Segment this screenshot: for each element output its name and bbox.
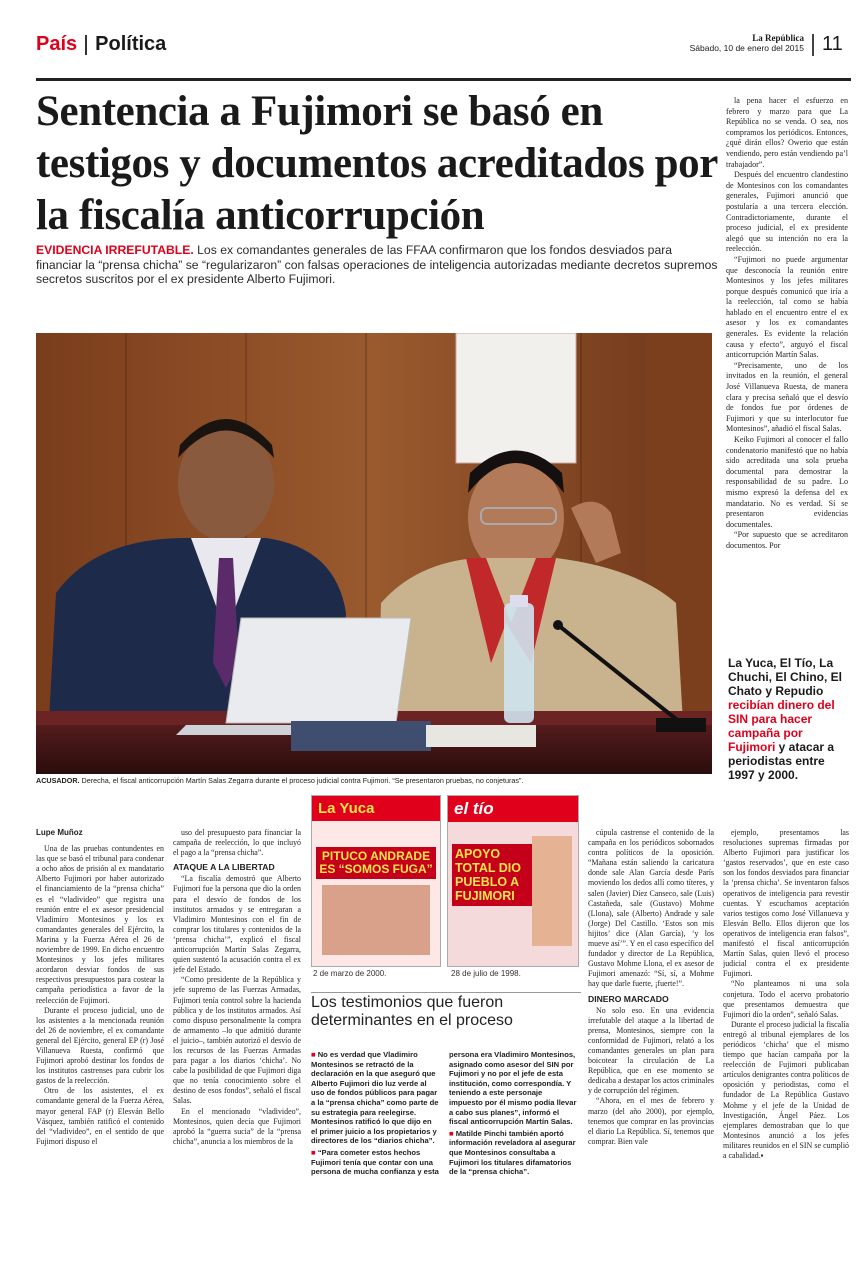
- body-paragraph: Durante el proceso judicial la fiscalía entregó al tribunal ejemplares de los periódicos ‘chicha’ que el mismo tiempo que hacían campaña por la reelección de Fujimori publicaban artículos denigrantes contra políticos de oposición y periodistas, como el fundador de La República Gustavo Mohme y el jefe de la Unidad de Investigación, Ángel Páez. Los ejemplares demostraban que lo que Montesinos anunció a los jefes militares reunidos en el SIN se cumplió a cabalidad.▪: [723, 1019, 849, 1160]
- body-paragraph: Otro de los asistentes, el ex comandante general de la Fuerza Aérea, mayor general FAP (r) Elesván Bello Vásquez, también ratificó el contenido del “vladivideo”, en el sentido de que Fujimori dispuso el: [36, 1086, 164, 1146]
- cover-photo: [322, 885, 430, 955]
- column-5: [723, 828, 849, 1268]
- section-label: País: [36, 33, 78, 55]
- body-paragraph: Una de las pruebas contundentes en las que se basó el tribunal para condenar a ocho años de prisión al ex mandatario Alberto Fujimori por haber autorizado el financiamiento de la “prensa chicha” es el “vladivideo” que registra una reunión entre el ex asesor presidencial Vladimiro Montesinos y los ex comandantes generales del Ejército, la Marina y la Fuerza Aérea el 26 de noviembre de 1999. En dicho encuentro Montesinos y los jefes militares acordaron desviar fondos de sus respectivos presupuestos para costear la campaña periodística a favor de la reelección de Fujimori.: [36, 844, 164, 1005]
- header-rule: [36, 78, 851, 81]
- cover-1-date: 2 de marzo de 2000.: [313, 969, 387, 978]
- subhead: DINERO MARCADO: [588, 993, 669, 1004]
- courtroom-photo: [36, 333, 712, 774]
- right-paragraph: Keiko Fujimori al conocer el fallo condenatorio manifestó que no había sido acreditada una sola prueba documental para demostrar la responsabilidad de su padre. Lo mismo expresó la defensa del ex mandatario. No es verdad. Sí se presentaron evidencias documentales.: [726, 435, 848, 529]
- body-paragraph: “Como presidente de la República y jefe supremo de las Fuerzas Armadas, Fujimori tenía control sobre la hacienda pública y de los institutos armados. Así como dispuso personalmente la compra de armamento –lo que admitió durante el juicio–, también autorizó el desvío de los recursos de las Fuerzas Armadas para pagar a los diarios ‘chicha’. No cabe la posibilidad de que Fujimori diga que no tenía conocimiento sobre el destino de esos fondos”, señaló el fiscal Salas.: [173, 975, 301, 1106]
- body-paragraph: cúpula castrense el contenido de la campaña en los periódicos sobornados contra políticos de la oposición. “Mañana están saliendo la caricatura donde sale Alan García desde París moviendo los dedos allí como títeres, y salen (Javier) Díez Canseco, sale (Luis) Castañeda, sale (Gustavo) Mohme (Llona), sale (Alberto) Andrade y sale (Jorge) Del Castillo. ‘Estos son mis hijitos’ dice (Alan García), ‘y los mueve así’”. Y en el caso específico del fundador y director de La República, Gustavo Mohme Llona, el ex asesor de Fujimori amenazó: “Sí, sí, a Mohme hay que darle fuerte, ¡fuerte!”.: [588, 828, 714, 989]
- deck-kicker: EVIDENCIA IRREFUTABLE.: [36, 243, 194, 257]
- pullquote-highlight: recibían dinero del SIN para hacer campaña por Fujimori: [728, 698, 835, 754]
- deck-text: Los ex comandantes generales de las FFAA confirmaron que los fondos desviados para financiar la “prensa chicha” se “regularizaron” con falsas operaciones de inteligencia autorizadas mediante decretos supremos secretos suscritos por el ex presidente Alberto Fujimori.: [36, 243, 718, 286]
- right-paragraph: la pena hacer el esfuerzo en febrero y marzo para que La República no se venda. O sea, nos compramos los periódicos. Entonces, ¿qué dirán ellos? Owerio que están vendiendo, pero están vendiendo pa’l trabajador”.: [726, 96, 848, 169]
- body-paragraph: “La fiscalía demostró que Alberto Fujimori fue la persona que dio la orden para el desvío de fondos de los institutos armados y se entregaran a Vladimiro Montesinos con el fin de comprar los titulares y contenidos de la ‘prensa chicha’”, explicó el fiscal anticorrupción Martín Salas Zegarra, quien sustentó la acusación contra el ex jefe del Estado.: [173, 874, 301, 975]
- body-paragraph: “Ahora, en el mes de febrero y marzo (del año 2000), por ejemplo, tenemos que comprar en las provincias el diario La República. Sí, tenemos que comprar. Bien vale: [588, 1096, 714, 1146]
- bullet-item: ■ No es verdad que Vladimiro Montesinos se retractó de la declaración en la que aseguró que Alberto Fujimori dio luz verde al uso de fondos públicos para pagar a la “prensa chicha” como parte de su estrategia para reelegirse. Montesinos ratificó lo que dijo en el primer juicio a los propietarios y directores de los “diarios chicha”.: [311, 1050, 439, 1146]
- paper-name: La República: [752, 33, 804, 43]
- right-paragraph: “Fujimori no puede argumentar que desconocía la reunión entre Montesinos y los jefes militares porque después comunicó que iría a la reelección, tal como se había hablado en el encuentro entre el ex asesor y los ex comandantes generales. Es evidente la relación causa y efecto”, arguyó el fiscal anticorrupción Martín Salas.: [726, 254, 848, 360]
- right-paragraph: Después del encuentro clandestino de Montesinos con los comandantes generales, Fujimori anunció que postularía a una tercera elección. Contradictoriamente, durante el proceso judicial, el ex presidente alegó que su intención no era la reelección.: [726, 170, 848, 254]
- cover-2-date: 28 de julio de 1998.: [451, 969, 521, 978]
- cover-masthead: La Yuca: [312, 796, 440, 821]
- subhead: ATAQUE A LA LIBERTAD: [173, 862, 275, 873]
- deck: [36, 243, 718, 287]
- issue-date: Sábado, 10 de enero del 2015: [689, 43, 804, 53]
- right-column: [726, 96, 848, 552]
- column-2: [173, 828, 301, 1268]
- right-paragraph: “Precisamente, uno de los invitados en la reunión, el general José Villanueva Ruesta, de manera clara y precisa señaló que el desvío de fondos fue por órdenes de Fujimori y que su interlocutor fue Montesinos”, añadió el fiscal Salas.: [726, 360, 848, 434]
- caption-label: ACUSADOR.: [36, 776, 80, 785]
- section-divider: [85, 35, 87, 55]
- pullquote-part: y atacar a periodistas entre 1997 y 2000.: [728, 740, 835, 782]
- paper-dateline: [690, 33, 804, 53]
- page-number: 11: [822, 33, 843, 55]
- body-paragraph: En el mencionado “vladivideo”, Montesinos, quien decía que Fujimori aprobó la “guerra sucia” de la “prensa chicha”, anuncia a los miembros de la: [173, 1106, 301, 1146]
- column-4: [588, 828, 714, 1268]
- cover-masthead: el tío: [448, 796, 578, 822]
- column-1: [36, 828, 164, 1268]
- bullet-icon: ■: [311, 1050, 318, 1059]
- headline: Sentencia a Fujimori se basó en testigos y documentos acreditados por la fiscalía anticorrupción: [36, 88, 718, 239]
- bullet-item: persona era Vladimiro Montesinos, asignado como asesor del SIN por Fujimori y no por el jefe de esta institución, como correspondía. Y teniendo a este personaje impuesto por él mismo podía llevar a cabo sus planes”, informó el fiscal anticorrupción Martín Salas.: [449, 1050, 577, 1127]
- box-title: Los testimonios que fueron determinantes en el proceso: [311, 994, 513, 1029]
- right-paragraph: “Por supuesto que se acreditaron documentos. Por: [726, 530, 848, 550]
- cover-headline: APOYO TOTAL DIO PUEBLO A FUJIMORI: [452, 844, 538, 906]
- body-paragraph: No solo eso. En una evidencia irrefutable del ataque a la libertad de prensa, Montesinos, siempre con la conformidad de Fujimori, relató a los comandantes generales un plan para boicotear la circulación de La República, que en ese momento se dedicaba a destapar los actos criminales y de corrupción del régimen.: [588, 1005, 714, 1096]
- box-bullets-left: [311, 1050, 440, 1265]
- photo-caption: [36, 776, 712, 785]
- cover-photo: [532, 836, 572, 946]
- main-photo: [36, 333, 712, 774]
- newspaper-cover-1: [311, 795, 441, 967]
- cover-headline: PITUCO ANDRADE ES “SOMOS FUGA”: [316, 847, 436, 879]
- section-header: [36, 33, 166, 56]
- box-rule: [311, 992, 581, 993]
- bullet-item: ■ Matilde Pinchi también aportó información reveladora al asegurar que Montesinos consultaba a Fujimori los titulares difamatorios de la “prensa chicha”.: [449, 1128, 576, 1177]
- water-bottle-icon: [504, 595, 534, 723]
- byline: Lupe Muñoz: [36, 828, 83, 837]
- page-number-divider: [812, 34, 814, 56]
- box-bullets-right: [449, 1050, 578, 1265]
- subsection-label: Política: [95, 33, 167, 55]
- body-paragraph: ejemplo, presentamos las resoluciones supremas firmadas por Alberto Fujimori para justificar los ‘gastos reservados’, que en este caso son los fondos desviados para financiar la ‘prensa chicha’. Se inventaron falsos operativos de inteligencia para revestir cuentas. Y escuchamos aceptación varios testigos como José Villanueva y Elesván Bello. Ellos dijeron que los operativos de inteligencia eran falsos”, manifestó el fiscal anticorrupción Martín Salas, quien llevó el proceso judicial contra el ex presidente Fujimori.: [723, 828, 849, 979]
- caption-text: Derecha, el fiscal anticorrupción Martín Salas Zegarra durante el proceso judicial contra Fujimori. “Se presentaron pruebas, no conjeturas”.: [79, 776, 524, 785]
- body-paragraph: uso del presupuesto para financiar la campaña de reelección, lo que incluyó el pago a la “prensa chicha”.: [173, 828, 301, 858]
- body-paragraph: “No planteamos ni una sola conjetura. Todo el acervo probatorio que presentamos demuestra que Fujimori dio la orden”, señaló Salas.: [723, 979, 849, 1019]
- body-paragraph: Durante el proceso judicial, uno de los asistentes a la mencionada reunión del 26 de noviembre, el ex comandante general del Ejército, general EP (r) José Villanueva Ruesta, confirmó que Fujimori aprobó destinar los fondos de los institutos castrenses para cubrir los gastos de la reelección.: [36, 1005, 164, 1086]
- bullet-icon: ■: [311, 1147, 318, 1157]
- pull-quote: [728, 656, 850, 782]
- pullquote-part: La Yuca, El Tío, La Chuchi, El Chino, El Chato y Repudio: [728, 656, 842, 698]
- bullet-icon: ■: [449, 1128, 456, 1138]
- bullet-item: ■ “Para cometer estos hechos Fujimori tenía que contar con una persona de mucha confianza y esta: [311, 1147, 439, 1177]
- newspaper-cover-2: [447, 795, 579, 967]
